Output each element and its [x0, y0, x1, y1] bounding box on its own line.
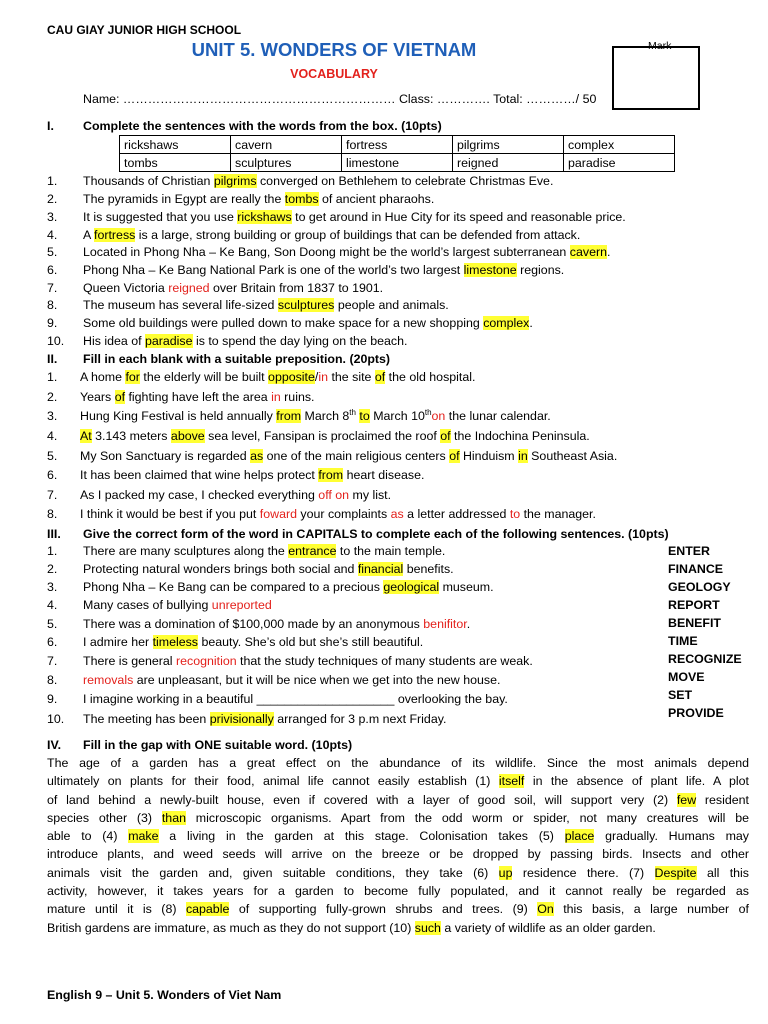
answer-highlight: geological — [383, 580, 440, 594]
item-sentence — [83, 654, 533, 668]
item-number: 5. — [47, 617, 58, 631]
item-sentence — [80, 507, 596, 521]
answer-highlight: sculptures — [277, 298, 335, 312]
section-2-number: II. — [47, 352, 58, 366]
text-segment: heart disease. — [343, 468, 425, 482]
section-1-number: I. — [47, 119, 54, 133]
text-segment: The museum has several life-sized — [83, 298, 278, 312]
item-number: 7. — [47, 281, 58, 295]
text-segment: gradually. Humans may — [594, 829, 749, 844]
text-segment: There was a domination of $100,000 made by an anonymous — [83, 617, 424, 631]
capital-word: ENTER — [668, 544, 710, 558]
text-segment: of ancient pharaohs. — [318, 192, 435, 206]
page-subtitle: VOCABULARY — [290, 67, 378, 81]
text-segment: the lunar calendar. — [445, 409, 551, 423]
word-box-cell: paradise — [564, 154, 675, 172]
item-sentence — [80, 488, 391, 502]
answer-highlight: to — [359, 409, 370, 423]
word-box-cell: sculptures — [231, 154, 342, 172]
answer-highlight: itself — [498, 774, 525, 789]
answer-highlight: fortress — [94, 228, 136, 242]
text-segment: a letter addressed — [403, 507, 510, 521]
answer-highlight: for — [125, 370, 140, 384]
answer-highlight: entrance — [288, 544, 337, 558]
answer-highlight: such — [414, 920, 441, 935]
text-segment: My Son Sanctuary is regarded — [80, 449, 251, 463]
answer-highlight: On — [537, 902, 554, 917]
capital-word: SET — [668, 688, 693, 702]
answer-highlight: than — [161, 810, 186, 825]
text-segment: ruins. — [280, 390, 315, 404]
item-number: 7. — [47, 654, 58, 668]
passage-line — [47, 845, 749, 863]
text-segment: of land behind a newly-built house, even if covered with a layer of good soil, will support very (2) — [47, 792, 677, 807]
answer-highlight: of — [449, 449, 460, 463]
item-sentence — [83, 263, 564, 277]
item-number: 9. — [47, 692, 58, 706]
word-box-row — [120, 136, 675, 154]
text-segment: It has been claimed that wine helps protect — [80, 468, 319, 482]
answer-highlight: as — [250, 449, 264, 463]
answer-highlight: financial — [357, 562, 404, 576]
text-segment: the old hospital. — [385, 370, 476, 384]
cloze-passage — [47, 754, 749, 937]
text-segment: Located in Phong Nha – Ke Bang, Son Doong might be the world’s largest subterranean — [83, 245, 570, 259]
section-3-heading: Give the correct form of the word in CAPITALS to complete each of the following sentences. (10pts) — [83, 527, 669, 541]
text-segment: Thousands of Christian — [83, 174, 214, 188]
item-sentence — [80, 449, 617, 463]
text-segment: His idea of — [83, 334, 145, 348]
text-segment: the manager. — [520, 507, 596, 521]
answer-highlight: limestone — [463, 263, 517, 277]
item-number: 10. — [47, 334, 65, 348]
item-number: 6. — [47, 468, 58, 482]
answer-highlight: rickshaws — [237, 210, 292, 224]
item-number: 4. — [47, 228, 58, 242]
capital-word: RECOGNIZE — [668, 652, 742, 666]
answer-highlight: few — [676, 792, 697, 807]
item-sentence — [83, 544, 445, 558]
item-sentence — [83, 598, 272, 612]
item-number: 2. — [47, 192, 58, 206]
word-box — [119, 135, 675, 172]
text-segment: 3.143 meters — [91, 429, 171, 443]
text-segment: Protecting natural wonders brings both social and — [83, 562, 358, 576]
section-4-number: IV. — [47, 738, 62, 752]
answer-highlight: tombs — [284, 192, 319, 206]
capital-word: FINANCE — [668, 562, 724, 576]
answer-red: foward — [259, 507, 297, 521]
text-segment: to the main temple. — [336, 544, 446, 558]
word-box-cell: tombs — [120, 154, 231, 172]
item-number: 3. — [47, 580, 58, 594]
item-sentence — [80, 468, 424, 482]
capital-word: GEOLOGY — [668, 580, 731, 594]
text-segment: Queen Victoria — [83, 281, 169, 295]
item-sentence — [83, 334, 407, 348]
text-segment: . — [529, 316, 533, 330]
answer-highlight: of — [374, 370, 386, 384]
answer-red: benifitor — [423, 617, 467, 631]
text-segment: It is suggested that you use — [83, 210, 238, 224]
text-segment: A home — [80, 370, 126, 384]
text-segment: that the study techniques of many students are weak. — [236, 654, 533, 668]
text-segment: introduce plants, and weed seeds will arrive on the breeze or be dropped by passing birds. Insects and other — [47, 847, 749, 862]
text-segment: a living in the garden at this stage. Colonisation takes (5) — [158, 829, 565, 844]
answer-highlight: from — [276, 409, 302, 423]
word-box-row — [120, 154, 675, 172]
item-number: 1. — [47, 370, 58, 384]
item-sentence — [83, 673, 500, 687]
page-footer: English 9 – Unit 5. Wonders of Viet Nam — [47, 988, 282, 1002]
text-segment: There are many sculptures along the — [83, 544, 289, 558]
text-segment: of supporting fully-grown shrubs and trees. (9) — [229, 902, 538, 917]
text-segment: The age of a garden has a great effect on the abundance of its wildlife. Since the most animals depend — [47, 756, 749, 770]
item-sentence — [80, 370, 475, 384]
word-box-cell: limestone — [342, 154, 453, 172]
text-segment: one of the main religious centers — [263, 449, 450, 463]
text-segment: beauty. She’s old but she’s still beautiful. — [198, 635, 424, 649]
item-number: 7. — [47, 488, 58, 502]
capital-word: REPORT — [668, 598, 720, 612]
item-number: 5. — [47, 245, 58, 259]
answer-highlight: above — [170, 429, 205, 443]
text-segment: is to spend the day lying on the beach. — [192, 334, 408, 348]
answer-highlight: Despite — [654, 865, 697, 880]
text-segment: . — [466, 617, 471, 631]
text-segment: museum. — [439, 580, 494, 594]
text-segment: As I packed my case, I checked everything — [80, 488, 319, 502]
text-segment: There is general — [83, 654, 176, 668]
section-4-heading: Fill in the gap with ONE suitable word. (10pts) — [83, 738, 353, 752]
passage-line — [47, 827, 749, 845]
item-number: 3. — [47, 210, 58, 224]
answer-highlight: up — [498, 865, 513, 880]
text-segment: to get around in Hue City for its speed and reasonable price. — [291, 210, 626, 224]
text-segment: in the absence of plant life. A plot — [524, 774, 749, 789]
passage-line — [47, 791, 749, 809]
school-name: CAU GIAY JUNIOR HIGH SCHOOL — [47, 23, 242, 37]
answer-red: unreported — [211, 598, 272, 612]
answer-highlight: in — [518, 449, 528, 463]
answer-highlight: of — [114, 390, 126, 404]
answer-highlight: pilgrims — [213, 174, 257, 188]
text-segment: your complaints — [296, 507, 391, 521]
item-number: 5. — [47, 449, 58, 463]
answer-red: on — [431, 409, 446, 423]
text-segment: activity, however, it takes years for a garden to become fully populated, and it cannot really be regarded as — [47, 884, 749, 899]
text-segment: I think it would be best if you put — [80, 507, 260, 521]
passage-line — [47, 772, 749, 790]
text-segment: Years — [80, 390, 115, 404]
item-number: 8. — [47, 673, 58, 687]
section-3-number: III. — [47, 527, 61, 541]
text-segment: are unpleasant, but it will be nice when we get into the new house. — [133, 673, 501, 687]
answer-red: as — [390, 507, 404, 521]
item-number: 2. — [47, 390, 58, 404]
item-sentence — [83, 635, 423, 649]
answer-red: off on — [318, 488, 350, 502]
passage-line — [47, 919, 749, 937]
answer-highlight: make — [128, 829, 159, 844]
text-segment: regions. — [516, 263, 565, 277]
word-box-cell: complex — [564, 136, 675, 154]
item-number: 2. — [47, 562, 58, 576]
answer-highlight: privisionally — [209, 712, 274, 726]
answer-red: reigned — [168, 281, 210, 295]
mark-box — [612, 46, 700, 110]
item-sentence — [83, 174, 553, 188]
answer-highlight: paradise — [144, 334, 193, 348]
answer-highlight: complex — [483, 316, 530, 330]
item-sentence — [80, 409, 551, 423]
word-box-cell: pilgrims — [453, 136, 564, 154]
item-number: 3. — [47, 409, 58, 423]
text-segment: able to (4) — [47, 829, 129, 844]
answer-highlight: place — [564, 829, 595, 844]
text-segment: Many cases of bullying — [83, 598, 212, 612]
item-number: 8. — [47, 298, 58, 312]
text-segment: animals visit the garden and, given suitable conditions, they take (6) — [47, 865, 499, 880]
section-2-heading: Fill in each blank with a suitable preposition. (20pts) — [83, 352, 391, 366]
text-segment: over Britain from 1837 to 1901. — [209, 281, 384, 295]
item-sentence — [83, 245, 610, 259]
passage-line — [47, 754, 749, 772]
text-segment: The pyramids in Egypt are really the — [83, 192, 285, 206]
ordinal-suffix: th — [424, 407, 432, 417]
text-segment: a variety of wildlife as an older garden. — [440, 920, 656, 935]
item-sentence — [83, 580, 494, 594]
page-title: UNIT 5. WONDERS OF VIETNAM — [191, 39, 477, 60]
answer-highlight: cavern — [569, 245, 607, 259]
section-1-heading: Complete the sentences with the words from the box. (10pts) — [83, 119, 442, 133]
text-segment: benefits. — [403, 562, 454, 576]
item-sentence — [83, 562, 454, 576]
text-segment: mature until it is (8) — [47, 902, 186, 917]
item-number: 1. — [47, 174, 58, 188]
text-segment: my list. — [349, 488, 392, 502]
text-segment: Phong Nha – Ke Bang National Park is one of the world’s two largest — [83, 263, 464, 277]
text-segment: Phong Nha – Ke Bang can be compared to a precious — [83, 580, 384, 594]
text-segment: all this — [696, 865, 749, 880]
item-number: 6. — [47, 263, 58, 277]
name-class-total-line: Name: ………………………………………………………… Class: …………. Total: …………/ 50 — [83, 92, 597, 106]
text-segment: species other (3) — [47, 810, 162, 825]
text-segment: British gardens are immature, as much as they do not support (10) — [47, 920, 415, 935]
answer-red: to — [509, 507, 521, 521]
text-segment: people and animals. — [334, 298, 449, 312]
item-sentence — [83, 617, 470, 631]
word-box-cell: fortress — [342, 136, 453, 154]
word-box-cell: cavern — [231, 136, 342, 154]
passage-line — [47, 900, 749, 918]
text-segment: / — [314, 370, 319, 384]
item-number: 9. — [47, 316, 58, 330]
item-number: 1. — [47, 544, 58, 558]
answer-highlight: capable — [185, 902, 230, 917]
text-segment: Southeast Asia. — [527, 449, 618, 463]
answer-highlight: of — [440, 429, 451, 443]
item-sentence — [83, 192, 434, 206]
answer-red: in — [318, 370, 329, 384]
item-sentence — [83, 316, 533, 330]
passage-line — [47, 882, 749, 900]
item-sentence — [83, 712, 446, 726]
passage-line — [47, 864, 749, 882]
text-segment: ultimately on plants for their food, animal life cannot easily establish (1) — [47, 774, 499, 789]
text-segment: A — [83, 228, 95, 242]
answer-highlight: At — [80, 429, 92, 443]
capital-word: MOVE — [668, 670, 705, 684]
answer-highlight: from — [318, 468, 344, 482]
text-segment: is a large, strong building or group of buildings that can be defended from attack. — [135, 228, 581, 242]
text-segment: arranged for 3 p.m next Friday. — [273, 712, 447, 726]
text-segment: I admire her — [83, 635, 153, 649]
text-segment: this basis, a large number of — [553, 902, 749, 917]
answer-highlight: timeless — [152, 635, 199, 649]
text-segment: the Indochina Peninsula. — [450, 429, 590, 443]
text-segment: converged on Bethlehem to celebrate Christmas Eve. — [256, 174, 554, 188]
item-number: 6. — [47, 635, 58, 649]
item-sentence — [83, 298, 449, 312]
text-segment: resident — [696, 792, 749, 807]
item-number: 10. — [47, 712, 65, 726]
text-segment: the site — [328, 370, 375, 384]
word-box-cell: rickshaws — [120, 136, 231, 154]
text-segment: Some old buildings were pulled down to make space for a new shopping — [83, 316, 484, 330]
capital-word: PROVIDE — [668, 706, 724, 720]
text-segment: I imagine working in a beautiful ____________________ overlooking the bay. — [83, 692, 508, 706]
item-sentence — [83, 281, 383, 295]
item-sentence — [83, 228, 580, 242]
item-sentence — [83, 692, 508, 706]
capital-word: TIME — [668, 634, 698, 648]
word-box-cell: reigned — [453, 154, 564, 172]
capital-word: BENEFIT — [668, 616, 722, 630]
text-segment: microscopic organisms. Apart from the odd worm or spider, not many creatures will be — [185, 810, 749, 825]
item-number: 4. — [47, 429, 58, 443]
text-segment: the elderly will be built — [139, 370, 269, 384]
text-segment: residence there. (7) — [512, 865, 655, 880]
answer-highlight: opposite — [268, 370, 315, 384]
text-segment: Hinduism — [459, 449, 519, 463]
item-sentence — [80, 429, 590, 443]
item-sentence — [80, 390, 314, 404]
text-segment: The meeting has been — [83, 712, 210, 726]
answer-red: recognition — [175, 654, 237, 668]
text-segment: Hung King Festival is held annually — [80, 409, 277, 423]
ordinal-suffix: th — [349, 407, 356, 417]
text-segment: fighting have left the area — [125, 390, 272, 404]
item-number: 4. — [47, 598, 58, 612]
text-segment: March 10 — [369, 409, 425, 423]
answer-red: in — [271, 390, 281, 404]
text-segment: sea level, Fansipan is proclaimed the roof — [204, 429, 441, 443]
passage-line — [47, 809, 749, 827]
text-segment: March 8 — [301, 409, 350, 423]
mark-label: Mark — [648, 40, 672, 52]
item-number: 8. — [47, 507, 58, 521]
answer-red: removals — [83, 673, 134, 687]
item-sentence — [83, 210, 626, 224]
text-segment: . — [606, 245, 611, 259]
